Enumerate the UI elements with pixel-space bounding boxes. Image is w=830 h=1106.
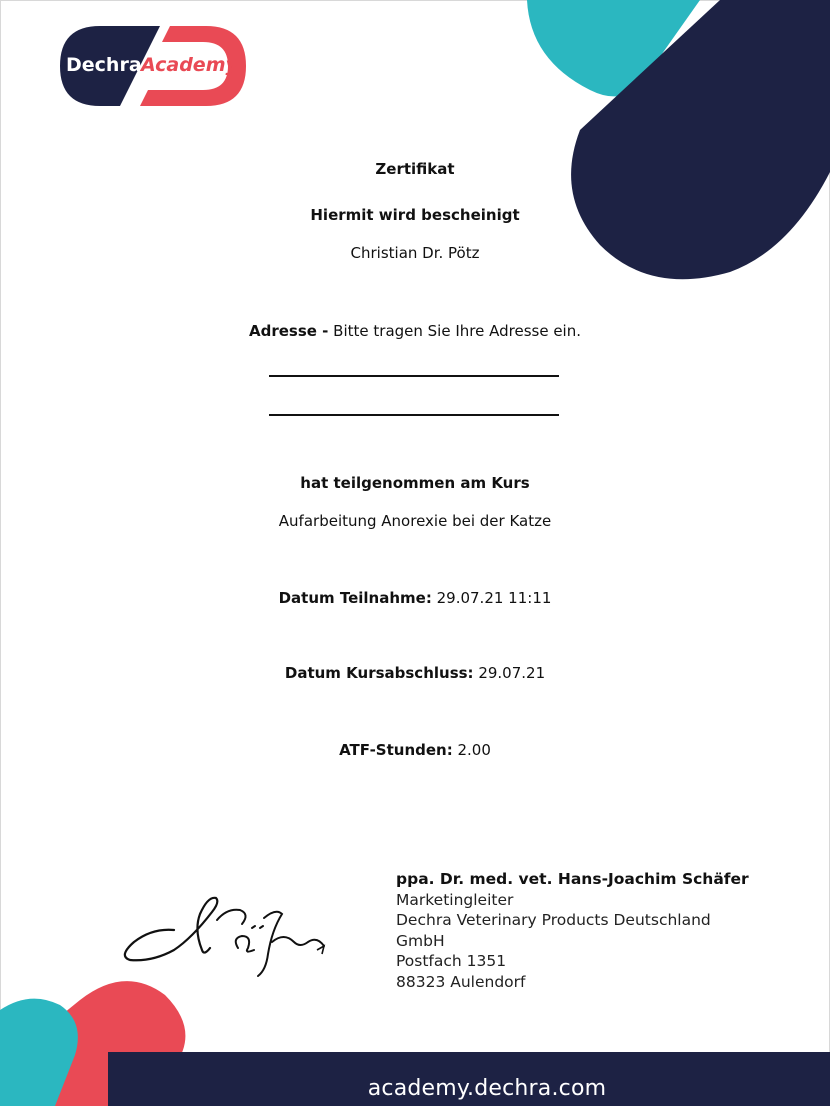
signer-name: ppa. Dr. med. vet. Hans-Joachim Schäfer (396, 870, 749, 888)
address-label: Adresse - (249, 322, 329, 340)
participated-label: hat teilgenommen am Kurs (300, 474, 530, 492)
date-participation-value: 29.07.21 11:11 (431, 589, 552, 607)
certificate-title: Zertifikat (375, 160, 455, 178)
signer-role: Marketingleiter (396, 890, 514, 909)
signer-company-line2: GmbH (396, 931, 445, 950)
date-participation-row (0, 589, 830, 607)
address-hint: Bitte tragen Sie Ihre Adresse ein. (328, 322, 581, 340)
footer-url: academy.dechra.com (367, 1076, 607, 1101)
address-line-1 (269, 375, 559, 377)
dechra-academy-logo (58, 24, 248, 108)
signer-company-line1: Dechra Veterinary Products Deutschland (396, 911, 711, 929)
signer-block (396, 869, 749, 992)
atf-label: ATF-Stunden: (339, 741, 453, 759)
certify-label: Hiermit wird bescheinigt (310, 206, 520, 224)
date-completion-row (0, 664, 830, 682)
recipient-name: Christian Dr. Pötz (350, 244, 480, 262)
atf-value: 2.00 (452, 741, 491, 759)
address-row (0, 322, 830, 340)
date-participation-label: Datum Teilnahme: (278, 589, 432, 607)
course-name: Aufarbeitung Anorexie bei der Katze (278, 512, 552, 530)
date-completion-value: 29.07.21 (473, 664, 546, 682)
signer-city: 88323 Aulendorf (396, 972, 526, 991)
handwritten-signature (112, 890, 332, 985)
svg-text:Academy: Academy (141, 54, 238, 76)
signer-po-box: Postfach 1351 (396, 952, 507, 970)
date-completion-label: Datum Kursabschluss: (284, 664, 474, 682)
svg-text:Dechra: Dechra (66, 54, 142, 76)
atf-row (0, 741, 830, 759)
address-line-2 (269, 414, 559, 416)
